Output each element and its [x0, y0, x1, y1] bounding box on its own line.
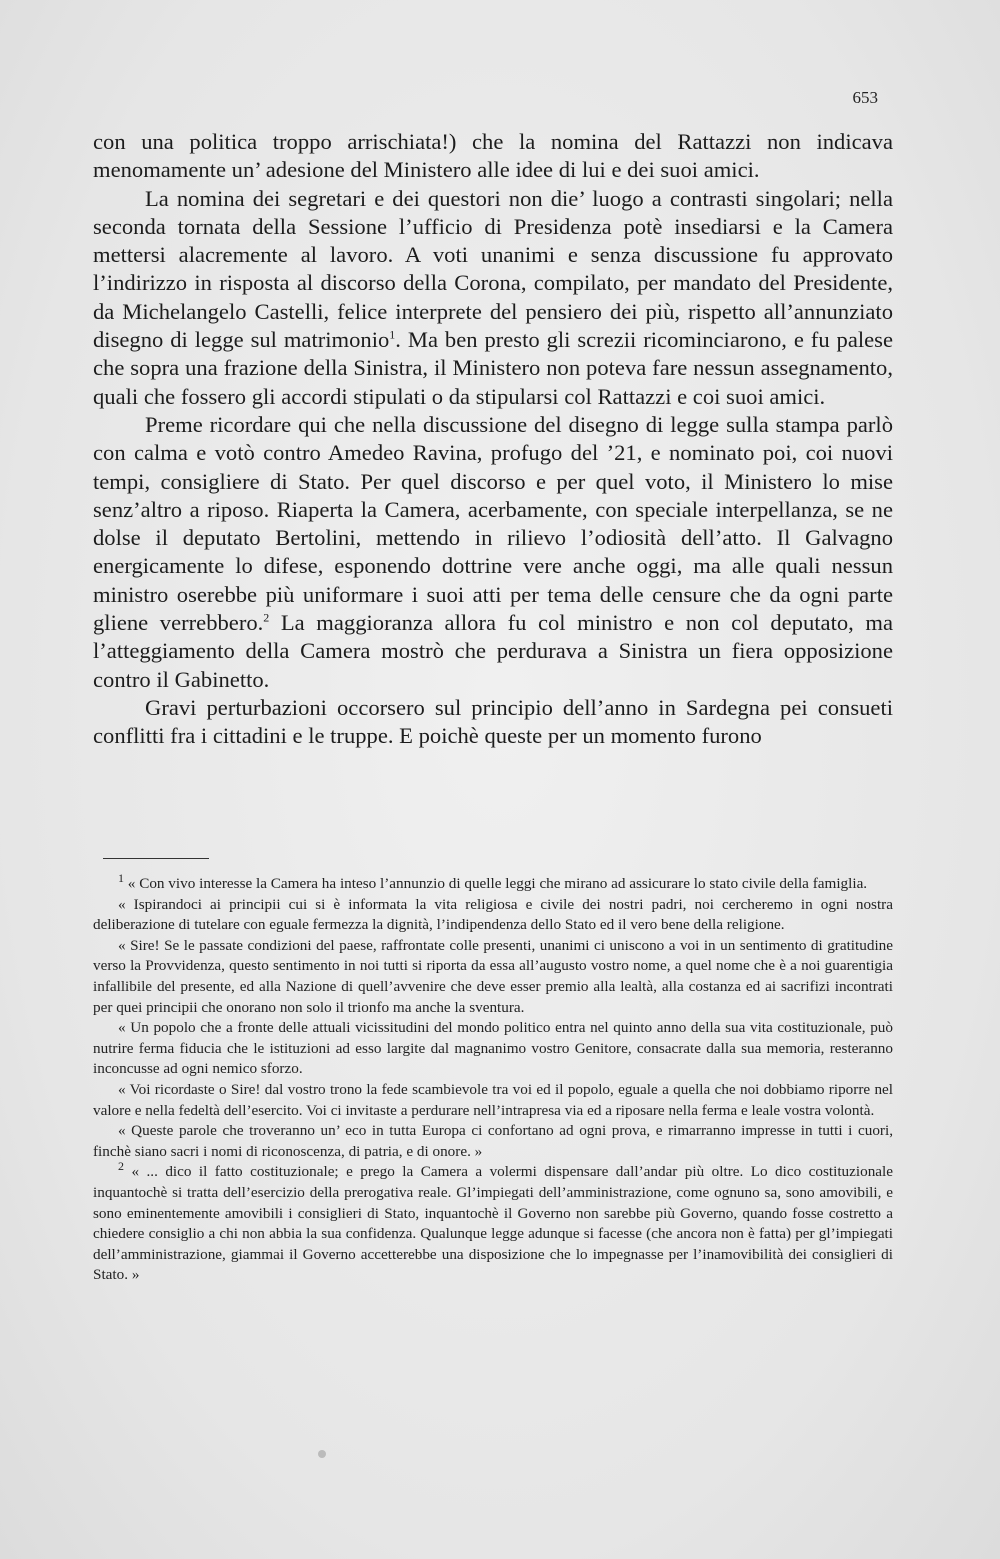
paragraph-1-line-2: menomamente un’ adesione del Ministero alle idee di lui e dei suoi amici. [93, 157, 760, 183]
footnote-1-mark: 1 [118, 870, 124, 885]
paragraph-3 [93, 411, 893, 694]
paragraph-1-line-1: con una politica troppo arrischiata!) che la nomina del Rattazzi non indicava [93, 129, 893, 154]
footnote-2-para-1 [93, 1159, 893, 1286]
paragraph-1 [93, 128, 893, 185]
paragraph-3-text-a: Preme ricordare qui che nella discussione del disegno di legge sulla stampa parlò con calma e votò contro Amedeo Ravina, profugo del ’21, e nominato poi, coi nuovi tempi, consigliere di Stato. Per quel discorso e per quel voto, il Ministero lo mise senz’altro a riposo. Riaperta la Camera, acerbamente, con speciale interpellanza, se ne dolse il deputato Bertolini, mettendo in rilievo l’odiosità dell’atto. Il Galvagno energicamente lo difese, esponendo dottrine vere anche oggi, ma alle quali nessun ministro oserebbe più uniformare i suoi atti per tema delle censure che da ogni parte gliene verrebbero. [93, 411, 893, 636]
footnote-1-para-5: « Voi ricordaste o Sire! dal vostro trono la fede scambievole tra voi ed il popolo, eguale a quella che noi dobbiamo riporre nel valore e nella fedeltà dell’esercito. Voi ci invitaste a perdurare nell’intrapresa via ed a riposare nella ferma e leale vostra volontà. [93, 1080, 893, 1119]
footnote-2-mark: 2 [118, 1159, 124, 1174]
footnote-1-para-1 [93, 870, 893, 895]
ink-spot [318, 1450, 326, 1458]
footnote-1-para-4: « Un popolo che a fronte delle attuali vicissitudini del mondo politico entra nel quinto anno della sua vita costituzionale, può nutrire ferma fiducia che le istituzioni ad esso largite dal magnanimo vostro Genitore, consacrate dalla sua memoria, resteranno inconcusse ad ogni nemico sforzo. [93, 1019, 893, 1078]
paragraph-3-text-b: La maggioranza allora fu col ministro e non col deputato, ma l’atteggiamento della Camera mostrò che perdurava a Sinistra un fiera opposizione contro il Gabinetto. [93, 610, 893, 692]
footnote-1-para-2: « Ispirandoci ai principii cui si è informata la vita religiosa e civile dei nostri padri, noi cercheremo in ogni nostra deliberazione di tutelare con eguale fermezza la dignità, l’indipendenza dello Stato ed il vero bene della religione. [93, 895, 893, 934]
footnote-2-text-1: « ... dico il fatto costituzionale; e prego la Camera a volermi dispensare dall’andar più oltre. Lo dico costituzionale inquantochè si tratta dell’esercizio della prerogativa reale. Gl’impiegati dell’amministrazione, come ognuno sa, sono amovibili, e sono eminentemente amovibili i consiglieri di Stato, inquantochè il Governo non sarebbe più Governo, quando fosse costretto a chiedere consiglio a chi non abbia la sua confidenza. Qualunque legge adunque si facesse (che ancora non è fatta) per gl’impiegati dell’amministrazione, giammai il Governo accetterebbe una disposizione che lo impegnasse per l’inamovibilità dei consiglieri di Stato. » [93, 1163, 893, 1284]
footnote-1-para-6: « Queste parole che troveranno un’ eco in tutta Europa ci confortano ad ogni prova, e rimarranno impresse in tutti i cuori, finchè siano sacri i nomi di riconoscenza, di patria, e di onore. » [93, 1122, 893, 1160]
page-number: 653 [852, 88, 878, 107]
footnote-1-para-3: « Sire! Se le passate condizioni del paese, raffrontate colle presenti, unanimi ci uniscono a voi in un sentimento di gratitudine verso la Provvidenza, questo sentimento in noi tutti si riporta da essa all’augusto vostro nome, a quel nome che è a noi guarentigia infallibile del presente, ed alla Nazione di quell’avvenire che deve esser premio alla lealtà, alla costanza ed ai sacrifizi incontrati per quei principii che onorano non solo il trionfo ma anche la sventura. [93, 936, 893, 1016]
paragraph-2 [93, 185, 893, 411]
paragraph-4: Gravi perturbazioni occorsero sul principio dell’anno in Sardegna pei consueti conflitti fra i cittadini e le truppe. E poichè queste per un momento furono [93, 694, 893, 749]
main-text [93, 128, 893, 751]
footnote-1-text-1: « Con vivo interesse la Camera ha inteso l’annunzio di quelle leggi che mirano ad assicurare lo stato civile della famiglia. [124, 875, 868, 892]
footnotes [93, 870, 893, 1286]
footnote-ref-1: 1 [389, 327, 396, 342]
paragraph-2-text-a: La nomina dei segretari e dei questori non die’ luogo a contrasti singolari; nella seconda tornata della Sessione l’ufficio di Presidenza potè insediarsi e la Camera mettersi alacremente al lavoro. A voti unanimi e senza discussione fu approvato l’indirizzo in risposta al discorso della Corona, compilato, per mandato del Presidente, da Michelangelo Castelli, felice interprete del pensiero dei più, rispetto all’annunziato disegno di legge sul matrimonio [93, 185, 893, 353]
footnote-ref-2: 2 [263, 610, 270, 625]
footnote-divider [103, 858, 209, 859]
paragraph-2-text-b: . Ma ben presto gli screzii ricominciarono, e fu palese che sopra una frazione della Sinistra, il Ministero non poteva fare nessun assegnamento, quali che fossero gli accordi stipulati o da stipularsi col Rattazzi e coi suoi amici. [93, 327, 893, 409]
